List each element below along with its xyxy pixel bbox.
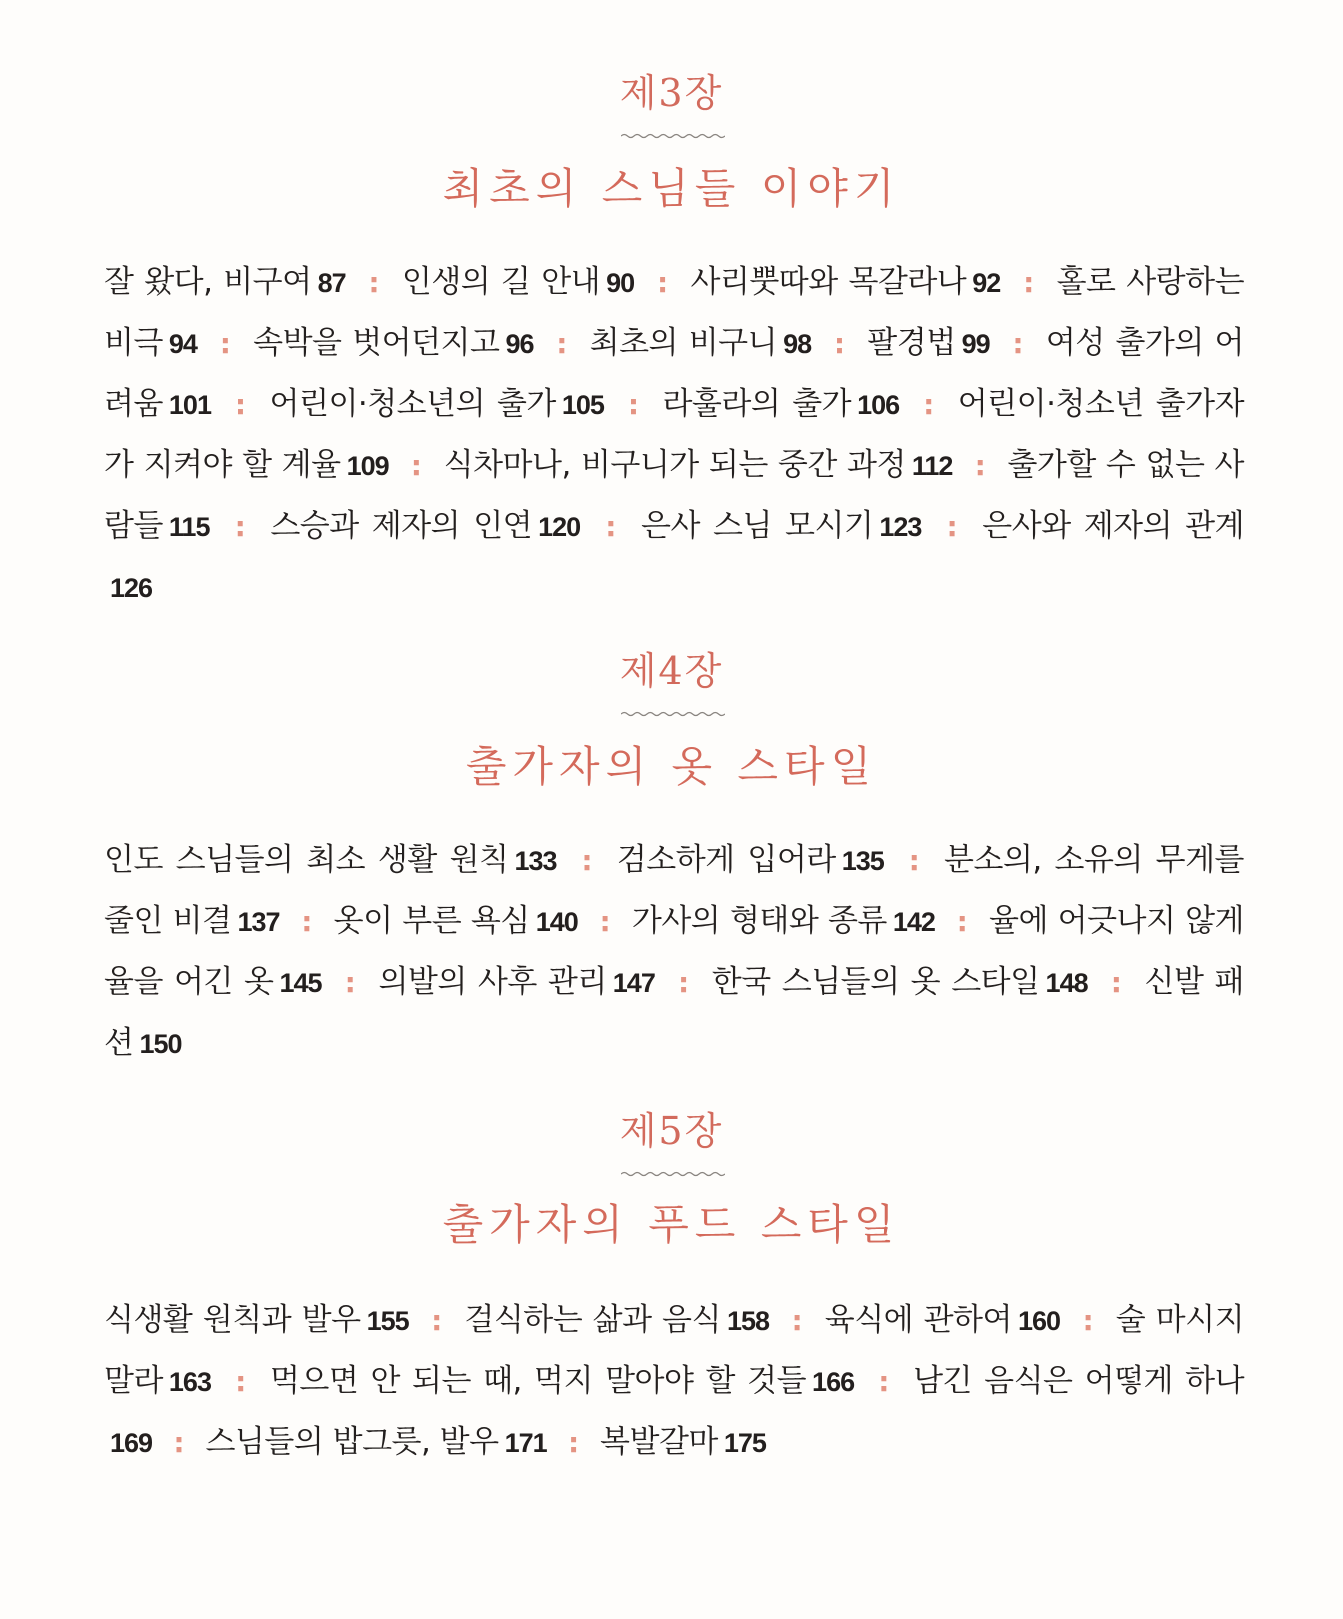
separator-icon: : (605, 510, 616, 543)
chapter-title: 출가자의 푸드 스타일 (442, 1200, 901, 1249)
toc-entry-title: 어린이·청소년 출가자가 지켜야 할 계율 (104, 386, 1245, 483)
toc-entry (600, 1424, 766, 1460)
toc-entry-title: 스님들의 밥그릇, 발우 (205, 1424, 499, 1460)
toc-entry-page: 120 (538, 512, 581, 542)
toc-entry-title: 식차마나, 비구니가 되는 중간 과정 (443, 447, 906, 483)
separator-icon: : (431, 1304, 442, 1337)
toc-entry-title: 먹으면 안 되는 때, 먹지 말아야 할 것들 (269, 1363, 807, 1399)
toc-entry-title: 출가할 수 없는 사람들 (104, 447, 1245, 544)
separator-icon: : (234, 388, 246, 421)
toc-entry (334, 903, 578, 939)
separator-icon: : (234, 510, 246, 543)
toc-entry-page: 94 (168, 329, 197, 359)
separator-icon: : (1023, 266, 1034, 299)
toc-entry-title: 은사 스님 모시기 (641, 508, 874, 544)
toc-entry-page: 92 (972, 268, 1001, 298)
toc-entry-page: 150 (139, 1029, 182, 1059)
toc-entry-page: 99 (961, 329, 990, 359)
toc-entry (205, 1424, 546, 1460)
separator-icon: : (581, 844, 593, 877)
separator-icon: : (791, 1304, 803, 1337)
separator-icon: : (301, 905, 312, 938)
toc-entry-title: 인생의 길 안내 (401, 264, 601, 300)
toc-entry-title: 라훌라의 출가 (662, 386, 852, 422)
toc-entry-page: 147 (612, 968, 655, 998)
toc-entry-title: 옷이 부른 욕심 (333, 903, 530, 939)
toc-entry (104, 1302, 409, 1338)
chapter-number: 제4장 (619, 649, 724, 693)
toc-entry-page: 101 (168, 390, 211, 420)
toc-entry-title: 율에 어긋나지 않게 율을 어긴 옷 (104, 903, 1245, 1000)
separator-icon: : (235, 1365, 246, 1398)
toc-entry (402, 264, 634, 300)
toc-entry (617, 842, 884, 878)
toc-entry-title: 최초의 비구니 (589, 325, 778, 361)
toc-entry-title: 사리뿟따와 목갈라나 (690, 264, 967, 300)
toc-entry-title: 걸식하는 삶과 음식 (464, 1302, 721, 1338)
separator-icon: : (556, 327, 567, 360)
toc-entry (632, 903, 935, 939)
toc-entry (464, 1302, 769, 1338)
toc-entry (825, 1302, 1060, 1338)
chapter-number: 제3장 (619, 71, 724, 115)
separator-icon: : (974, 449, 986, 482)
toc-entry-title: 가사의 형태와 종류 (631, 903, 887, 939)
toc-entry-title: 인도 스님들의 최소 생활 원칙 (104, 842, 509, 878)
toc-entry (270, 386, 604, 422)
toc-entry-title: 식생활 원칙과 발우 (104, 1302, 361, 1338)
toc-entry (378, 964, 654, 1000)
toc-entry (104, 842, 557, 878)
toc-entry-title: 술 마시지 말라 (104, 1302, 1245, 1399)
separator-icon: : (908, 844, 920, 877)
toc-entry (712, 964, 1088, 1000)
separator-icon: : (878, 1365, 889, 1398)
toc-entry-title: 홀로 사랑하는 비극 (104, 264, 1245, 361)
toc-list (104, 830, 1244, 1074)
toc-entry-title: 스승과 제자의 인연 (270, 508, 533, 544)
toc-entry-page: 137 (237, 907, 280, 937)
wavy-divider-icon (621, 710, 725, 718)
separator-icon: : (368, 266, 380, 299)
toc-entry-page: 169 (110, 1428, 153, 1458)
toc-entry-page: 155 (366, 1306, 409, 1336)
separator-icon: : (1012, 327, 1024, 360)
toc-entry-title: 검소하게 입어라 (616, 842, 836, 878)
separator-icon: : (219, 327, 231, 360)
toc-entry-page: 90 (606, 268, 635, 298)
toc-entry-page: 105 (561, 390, 604, 420)
toc-entry-title: 팔경법 (867, 325, 956, 361)
separator-icon: : (173, 1426, 185, 1459)
wavy-divider-icon (621, 132, 725, 140)
toc-entry (690, 264, 1000, 300)
toc-entry (444, 447, 953, 483)
separator-icon: : (1110, 966, 1122, 999)
toc-entry-page: 166 (812, 1367, 855, 1397)
toc-entry-page: 175 (723, 1428, 766, 1458)
toc-list (104, 1290, 1244, 1473)
separator-icon: : (567, 1426, 579, 1459)
toc-entry-page: 160 (1017, 1306, 1060, 1336)
toc-entry (270, 508, 580, 544)
toc-entry-page: 123 (879, 512, 922, 542)
toc-entry (104, 264, 346, 300)
separator-icon: : (410, 449, 422, 482)
chapter-number: 제5장 (619, 1109, 724, 1153)
chapter-title: 출가자의 옷 스타일 (465, 742, 878, 791)
separator-icon: : (677, 966, 689, 999)
toc-entry-title: 육식에 관하여 (824, 1302, 1012, 1338)
toc-entry (590, 325, 811, 361)
toc-entry-title: 남긴 음식은 어떻게 하나 (913, 1363, 1245, 1399)
toc-entry-page: 142 (892, 907, 935, 937)
toc-entry-page: 106 (857, 390, 900, 420)
toc-entry-page: 148 (1045, 968, 1088, 998)
toc-entry-page: 115 (168, 512, 210, 542)
toc-entry-title: 분소의, 소유의 무게를 줄인 비결 (104, 842, 1244, 939)
toc-entry-title: 여성 출가의 어려움 (104, 325, 1244, 422)
toc-entry-page: 163 (168, 1367, 211, 1397)
toc-entry-page: 133 (514, 846, 557, 876)
toc-entry-title: 신발 패션 (104, 964, 1244, 1061)
separator-icon: : (833, 327, 845, 360)
chapter-title: 최초의 스님들 이야기 (442, 164, 901, 213)
toc-entry-title: 은사와 제자의 관계 (982, 508, 1245, 544)
toc-entry-title: 복발갈마 (600, 1424, 718, 1460)
toc-entry (867, 325, 989, 361)
toc-entry (662, 386, 899, 422)
toc-entry-title: 어린이·청소년의 출가 (269, 386, 556, 422)
separator-icon: : (627, 388, 639, 421)
toc-entry-page: 112 (911, 451, 953, 481)
toc-entry-page: 96 (505, 329, 534, 359)
toc-entry-title: 한국 스님들의 옷 스타일 (711, 964, 1040, 1000)
separator-icon: : (1082, 1304, 1094, 1337)
toc-list (104, 252, 1244, 618)
toc-entry-page: 135 (841, 846, 884, 876)
separator-icon: : (946, 510, 958, 543)
toc-entry-title: 속박을 벗어던지고 (253, 325, 500, 361)
separator-icon: : (599, 905, 611, 938)
toc-entry (641, 508, 921, 544)
toc-entry-page: 98 (783, 329, 812, 359)
toc-entry-title: 의발의 사후 관리 (378, 964, 607, 1000)
toc-entry-page: 158 (726, 1306, 770, 1336)
separator-icon: : (956, 905, 968, 938)
toc-entry-page: 126 (110, 573, 153, 603)
toc-entry-page: 140 (535, 907, 578, 937)
toc-entry (270, 1363, 854, 1399)
separator-icon: : (344, 966, 356, 999)
toc-entry-page: 109 (346, 451, 389, 481)
toc-entry-page: 171 (504, 1428, 547, 1458)
separator-icon: : (656, 266, 668, 299)
toc-entry-page: 87 (317, 268, 346, 298)
toc-entry (253, 325, 533, 361)
toc-entry-title: 잘 왔다, 비구여 (104, 264, 312, 300)
wavy-divider-icon (621, 1170, 725, 1178)
toc-entry-page: 145 (279, 968, 322, 998)
separator-icon: : (923, 388, 934, 421)
